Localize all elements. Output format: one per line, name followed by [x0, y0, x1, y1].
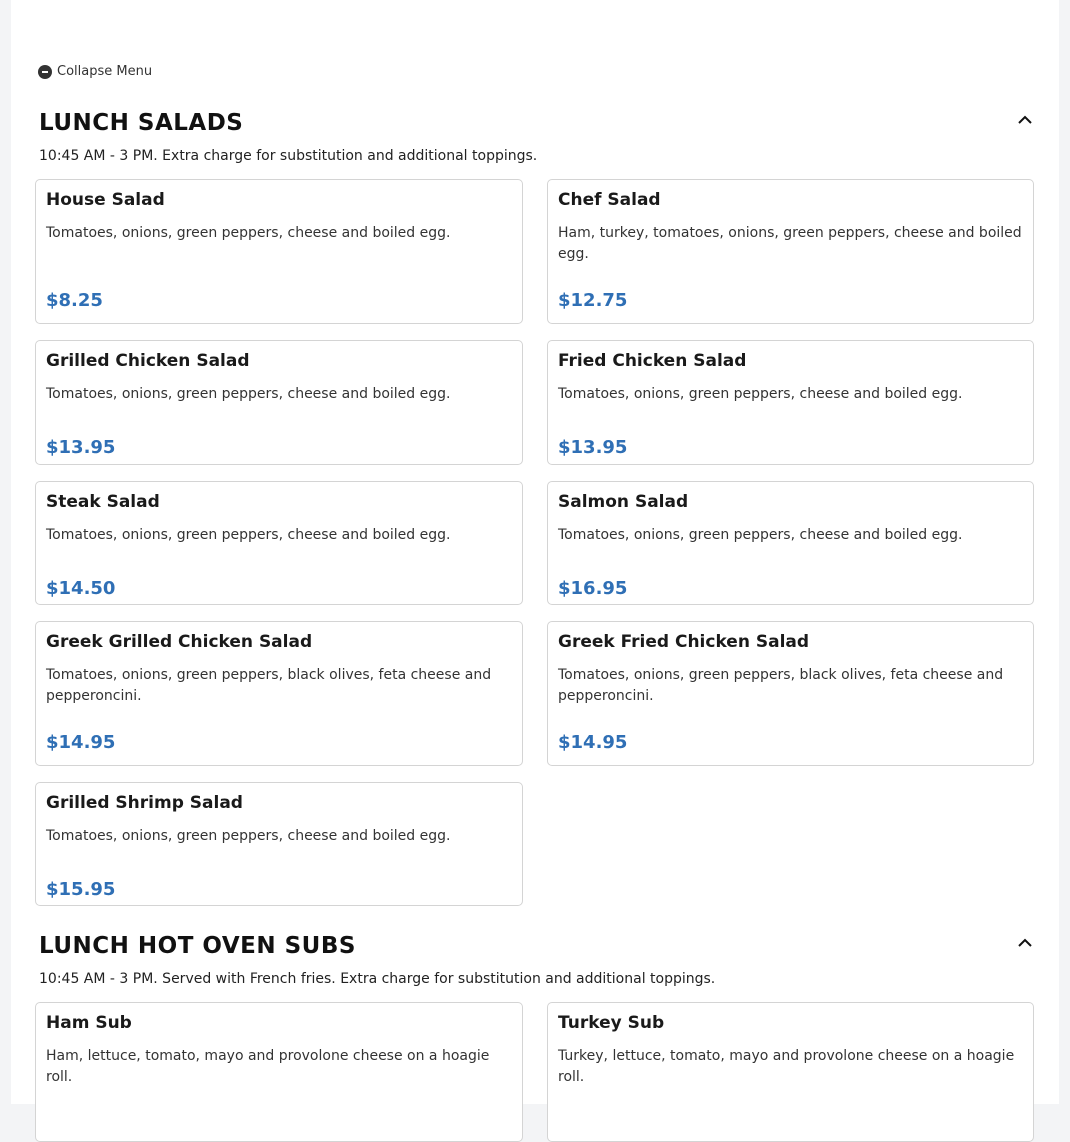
menu-item-grid: [35, 179, 1034, 906]
item-price: $14.95: [558, 732, 628, 753]
item-description: Tomatoes, onions, green peppers, black olives, feta cheese and pepperoncini.: [558, 667, 1004, 704]
menu-item-card[interactable]: [35, 340, 523, 465]
chevron-up-icon[interactable]: [1017, 112, 1033, 128]
menu-item-card[interactable]: [35, 782, 523, 906]
item-name: Turkey Sub: [558, 1013, 665, 1033]
item-price: $13.95: [46, 437, 116, 458]
collapse-menu-button[interactable]: [38, 64, 152, 79]
menu-item-card[interactable]: [35, 1002, 523, 1142]
item-price: $8.25: [46, 290, 103, 311]
item-name: Steak Salad: [46, 492, 160, 512]
item-name: Ham Sub: [46, 1013, 132, 1033]
item-description: Tomatoes, onions, green peppers, cheese and boiled egg.: [558, 386, 963, 402]
item-name: Greek Grilled Chicken Salad: [46, 632, 313, 652]
collapse-menu-label: Collapse Menu: [57, 64, 153, 79]
item-description: Tomatoes, onions, green peppers, cheese and boiled egg.: [46, 386, 451, 402]
item-price: $13.95: [558, 437, 628, 458]
section-description: 10:45 AM - 3 PM. Served with French fries. Extra charge for substitution and additional toppings.: [39, 971, 716, 987]
chevron-up-icon[interactable]: [1017, 935, 1033, 951]
minus-circle-icon: [38, 65, 52, 79]
item-price: $14.95: [46, 732, 116, 753]
item-name: Grilled Shrimp Salad: [46, 793, 243, 813]
section-title: LUNCH SALADS: [39, 110, 244, 136]
item-name: House Salad: [46, 190, 165, 210]
item-price: $15.95: [46, 879, 116, 900]
item-name: Fried Chicken Salad: [558, 351, 747, 371]
item-description: Tomatoes, onions, green peppers, cheese and boiled egg.: [46, 527, 451, 543]
section-title: LUNCH HOT OVEN SUBS: [39, 933, 356, 959]
menu-item-card[interactable]: [35, 481, 523, 605]
menu-item-card[interactable]: [35, 621, 523, 766]
menu-item-card[interactable]: [547, 179, 1034, 324]
menu-item-card[interactable]: [547, 340, 1034, 465]
item-price: $12.75: [558, 290, 628, 311]
menu-item-card[interactable]: [547, 481, 1034, 605]
menu-item-grid: [35, 1002, 1034, 1142]
item-name: Grilled Chicken Salad: [46, 351, 250, 371]
menu-item-card[interactable]: [547, 621, 1034, 766]
item-description: Ham, lettuce, tomato, mayo and provolone cheese on a hoagie roll.: [46, 1048, 490, 1085]
item-price: $16.95: [558, 578, 628, 599]
item-description: Tomatoes, onions, green peppers, black olives, feta cheese and pepperoncini.: [46, 667, 492, 704]
menu-item-card[interactable]: [35, 179, 523, 324]
item-price: $14.50: [46, 578, 116, 599]
menu-page: [11, 0, 1059, 1104]
item-description: Tomatoes, onions, green peppers, cheese and boiled egg.: [46, 828, 451, 844]
item-name: Chef Salad: [558, 190, 661, 210]
item-description: Turkey, lettuce, tomato, mayo and provolone cheese on a hoagie roll.: [558, 1048, 1015, 1085]
menu-item-card[interactable]: [547, 1002, 1034, 1142]
item-description: Ham, turkey, tomatoes, onions, green peppers, cheese and boiled egg.: [558, 225, 1022, 262]
item-name: Greek Fried Chicken Salad: [558, 632, 810, 652]
section-description: 10:45 AM - 3 PM. Extra charge for substitution and additional toppings.: [39, 148, 538, 164]
item-name: Salmon Salad: [558, 492, 689, 512]
item-description: Tomatoes, onions, green peppers, cheese and boiled egg.: [46, 225, 451, 241]
item-description: Tomatoes, onions, green peppers, cheese and boiled egg.: [558, 527, 963, 543]
